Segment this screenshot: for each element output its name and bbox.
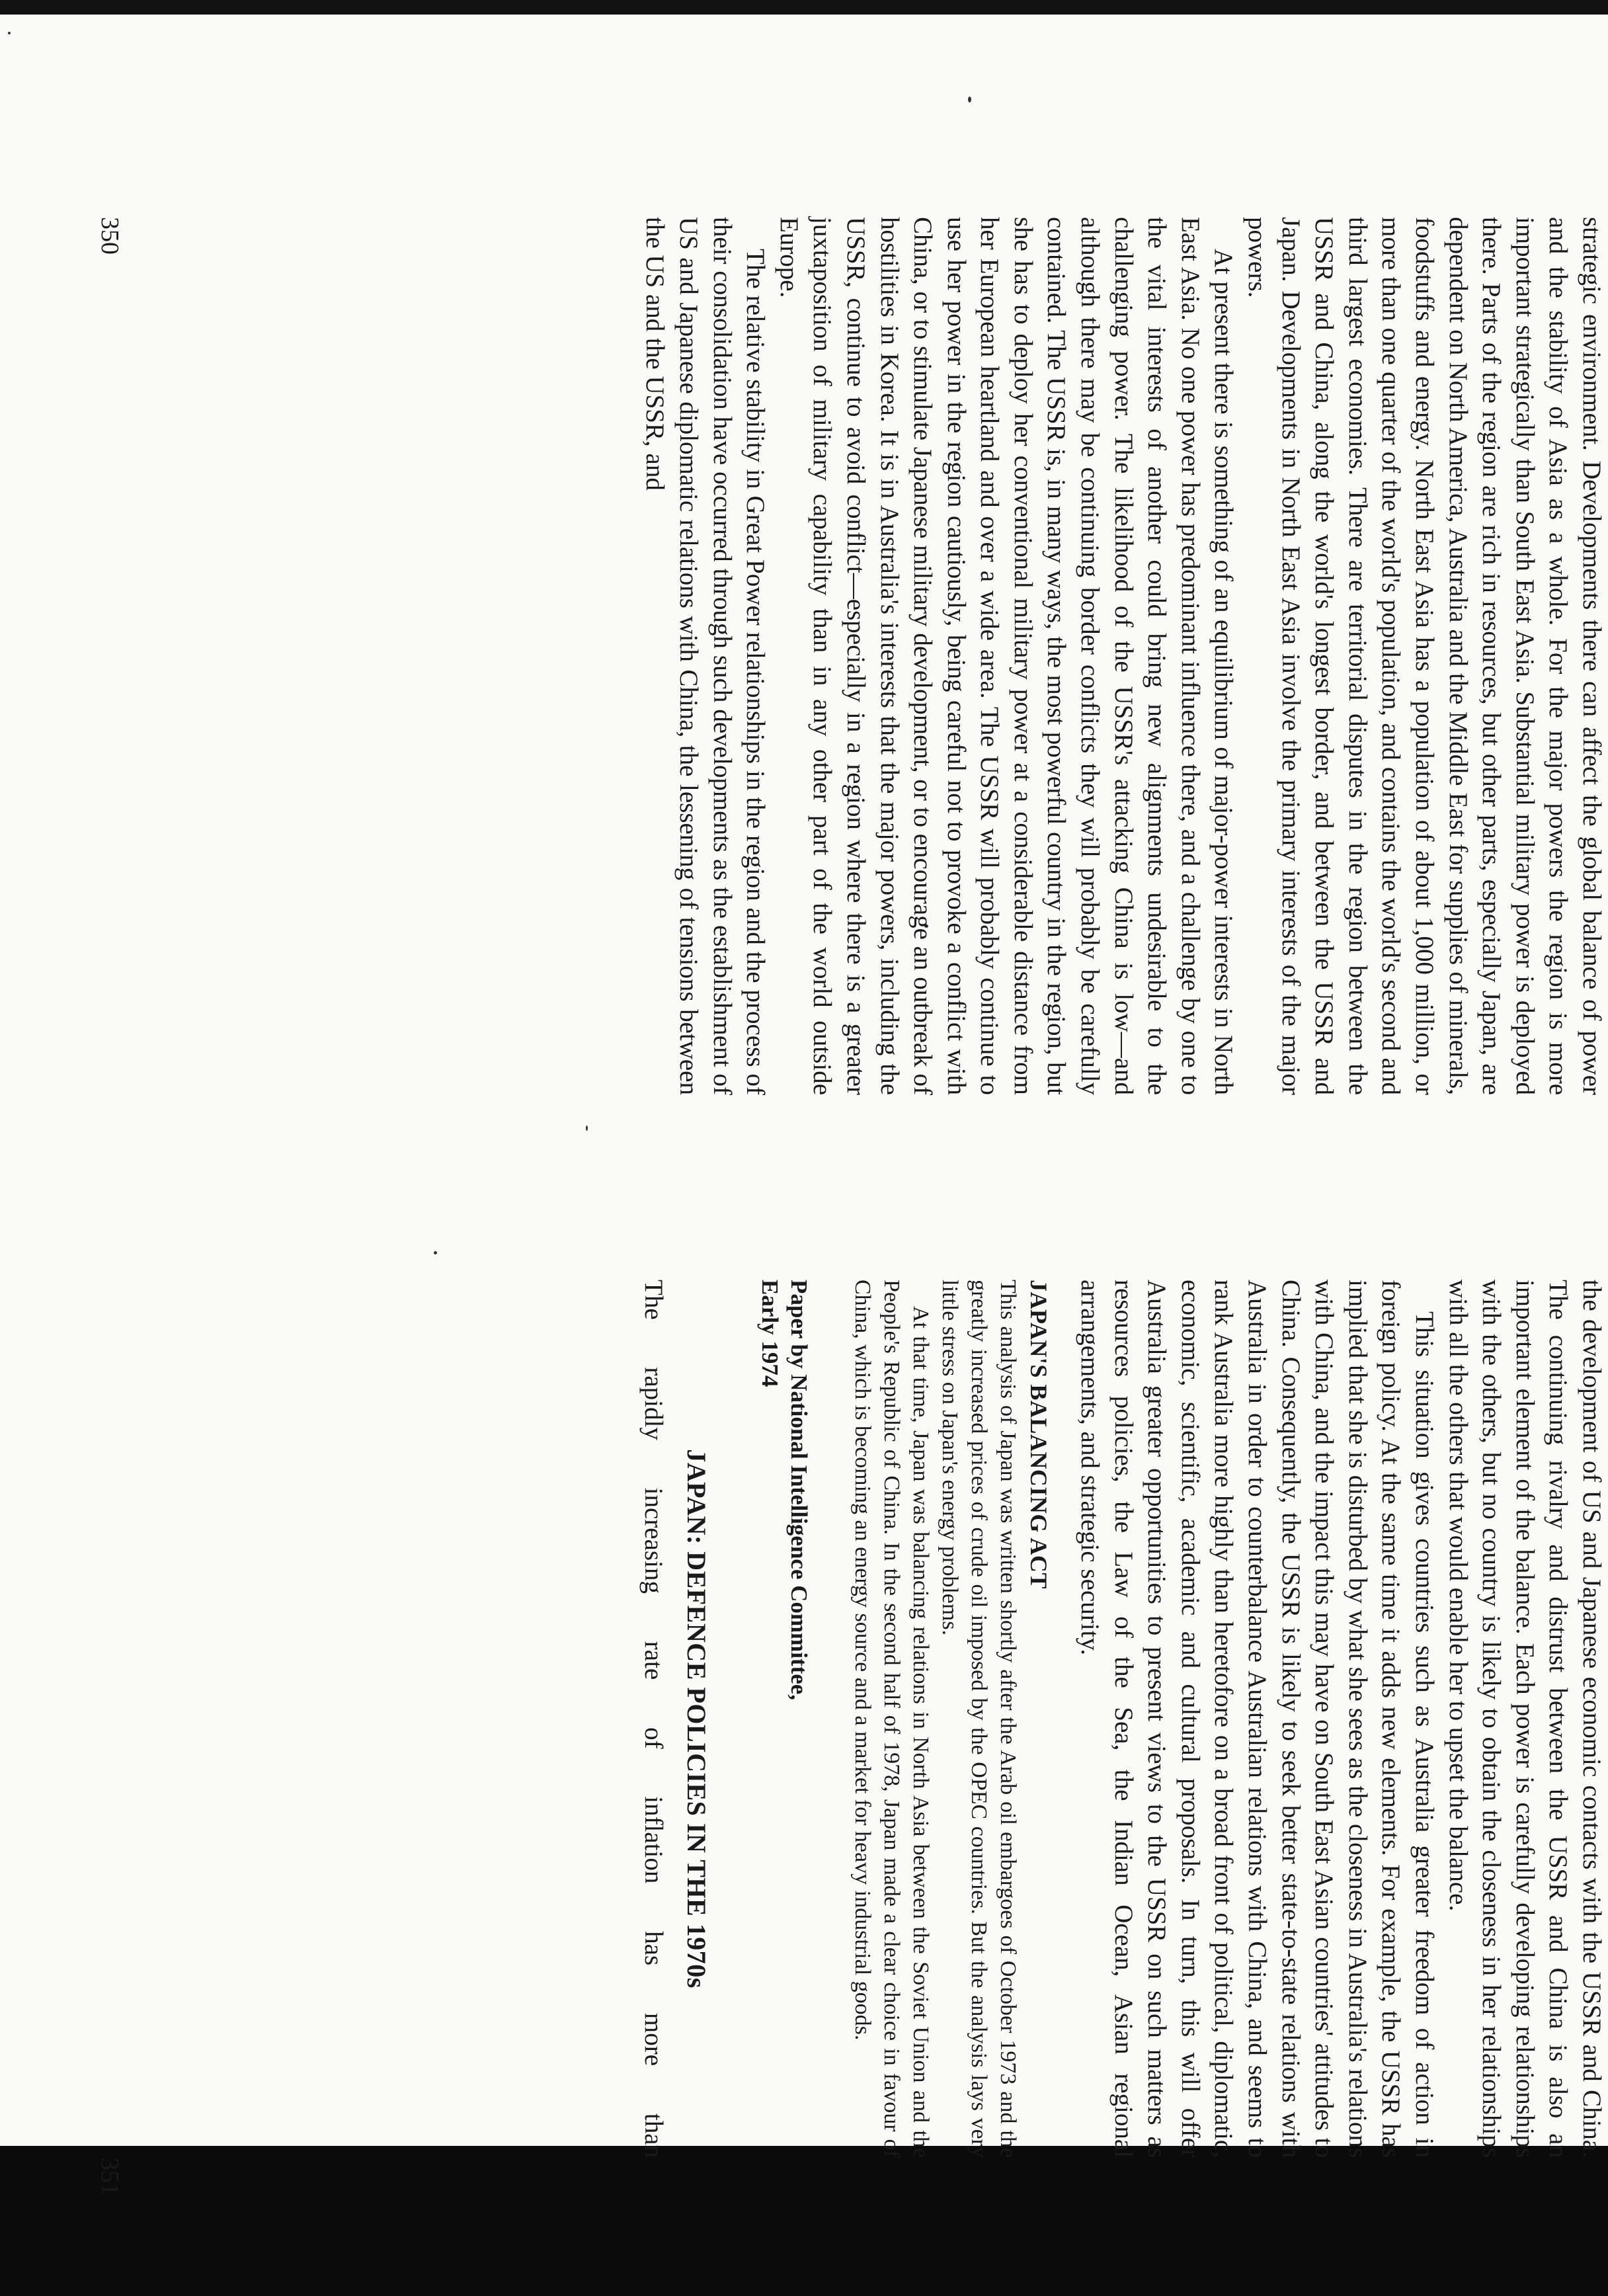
left-page-column [638, 217, 1608, 1095]
rotated-page-content [87, 217, 1608, 2267]
body-paragraph: The rapidly increasing rate of inflation has more than [639, 1280, 668, 2158]
note-paragraph: At that time, Japan was balancing relations in North Asia between the Soviet Union and the People's Republic of China. In the second half of 1978, Japan made a clear choice in favour of China, which is becoming an energy source and a market for heavy industrial goods. [850, 1280, 933, 2158]
document-attribution [755, 1280, 813, 2158]
body-paragraph: strategic environment. Developments there can affect the global balance of power and the stability of Asia as a whole. For the major powers the region is more important strategically than South East Asia. Substantial military power is deployed there. Parts of the region are rich in resources, but other parts, especially Japan, are dependent on North America, Australia and the Middle East for supplies of minerals, foodstuffs and energy. North East Asia has a population of about 1,000 million, or more than one quarter of the world's population, and contains the world's second and third largest economies. There are territorial disputes in the region between the USSR and China, along the world's longest border, and between the USSR and Japan. Developments in North East Asia involve the primary interests of the major powers. [1243, 217, 1606, 1095]
body-paragraph: the development of US and Japanese economic contacts with the USSR and China. The continuing rivalry and distrust between the USSR and China is also an important element of the balance. Each power is carefully developing relationships with the others, but no country is likely to obtain the closeness in her relationships with all the others that would enable her to upset the balance. [1443, 1280, 1606, 2158]
page-number-left: 350 [96, 217, 124, 255]
right-page-column [637, 1280, 1608, 2158]
scan-top-edge [0, 0, 1608, 15]
page-number-right: 351 [96, 2158, 124, 2195]
note-paragraph: This analysis of Japan was written shortly after the Arab oil embargoes of October 1973 and the greatly increased prices of crude oil imposed by the OPEC countries. But the analysis lays very little stress on Japan's energy problems. [937, 1280, 1020, 2158]
body-paragraph: The relative stability in Great Power relationships in the region and the process of their consolidation have occurred through such developments as the establishment of US and Japanese diplomatic relations with China, the lessening of tensions between the US and the USSR, and [641, 217, 770, 1095]
attribution-source: Paper by National Intelligence Committee, [785, 1280, 812, 1701]
body-paragraph: This situation gives countries such as Australia greater freedom of action in foreign policy. At the same time it adds new elements. For example, the USSR has implied that she is disturbed by what she sees as the closeness in Australia's relations with China, and the impact this may have on South East Asian countries' attitudes to China. Consequently, the USSR is likely to seek better state-to-state relations with Australia in order to counterbalance Australian relations with China, and seems to rank Australia more highly than heretofore on a broad front of political, diplomatic, economic, scientific, academic and cultural proposals. In turn, this will offer Australia greater opportunities to present views to the USSR on such matters as resources policies, the Law of the Sea, the Indian Ocean, Asian regional arrangements, and strategic security. [1076, 1280, 1439, 2158]
scan-speck [8, 32, 11, 34]
editorial-note [848, 1280, 1022, 2158]
section-heading-balancing-act: JAPAN'S BALANCING ACT [1025, 1280, 1053, 1589]
section-title-defence-policies: JAPAN: DEFENCE POLICIES IN THE 1970s [681, 1449, 711, 1988]
body-paragraph: At present there is something of an equilibrium of major-power interests in North East Asia. No one power has predominant influence there, and a challenge by one to the vital interests of another could bring new alignments undesirable to the challenging power. The likelihood of the USSR's attacking China is low—and although there may be continuing border conflicts they will probably be carefully contained. The USSR is, in many ways, the most powerful country in the region, but she has to deploy her conventional military power at a considerable distance from her European heartland and over a wide area. The USSR will probably continue to use her power in the region cautiously, being careful not to provoke a conflict with China, or to stimulate Japanese military development, or to encourage an outbreak of hostilities in Korea. It is in Australia's interests that the major powers, including the USSR, continue to avoid conflict—especially in a region where there is a greater juxtaposition of military capability than in any other part of the world outside Europe. [774, 217, 1238, 1095]
scan-speck [968, 97, 971, 102]
attribution-date: Early 1974 [756, 1280, 783, 1387]
